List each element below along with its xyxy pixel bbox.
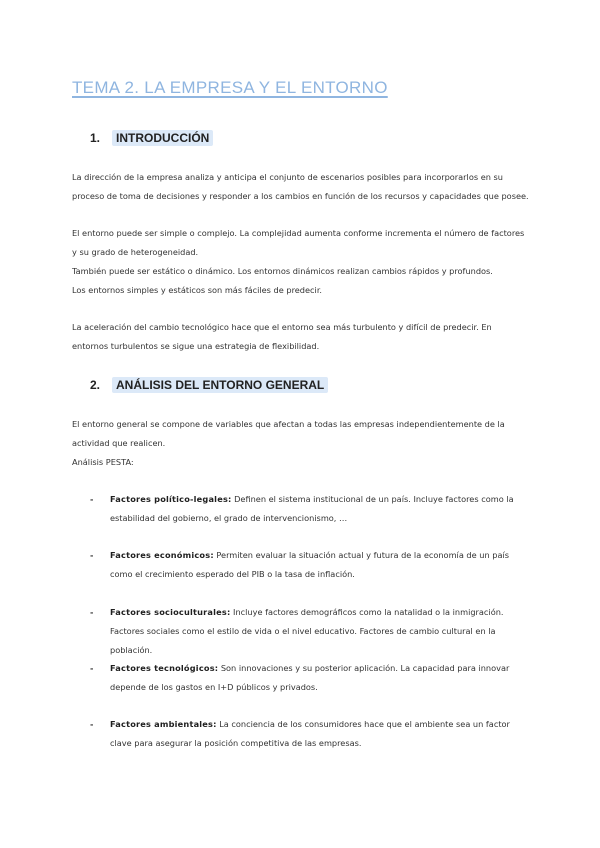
list-item	[90, 659, 530, 697]
section-number: 1.	[90, 131, 101, 145]
list-item-content	[110, 603, 530, 660]
factor-description: Definen el sistema institucional de un país. Incluye factores como la estabilidad del gobierno, el grado de intervencionismo, …	[110, 494, 514, 523]
document-title: TEMA 2. LA EMPRESA Y EL ENTORNO	[72, 78, 388, 97]
list-item-content	[110, 659, 530, 697]
list-item	[90, 546, 530, 584]
list-item-content	[110, 546, 530, 584]
section-title: ANÁLISIS DEL ENTORNO GENERAL	[112, 377, 328, 393]
list-item	[90, 603, 530, 660]
section-title: INTRODUCCIÓN	[112, 130, 213, 146]
factor-description: La conciencia de los consumidores hace que el ambiente sea un factor clave para asegurar la posición competitiva de las empresas.	[110, 719, 510, 748]
paragraph: El entorno general se compone de variables que afectan a todas las empresas independientemente de la actividad que realicen.	[72, 419, 505, 448]
bullet-dash: -	[90, 719, 94, 729]
paragraph: Análisis PESTA:	[72, 457, 134, 467]
list-item	[90, 715, 530, 753]
factor-description: Son innovaciones y su posterior aplicación. La capacidad para innovar depende de los gastos en I+D públicos y privados.	[110, 663, 510, 692]
bullet-dash: -	[90, 607, 94, 617]
bullet-dash: -	[90, 494, 94, 504]
factor-term: Factores económicos:	[110, 550, 214, 560]
list-item-content	[110, 715, 530, 753]
factor-term: Factores ambientales:	[110, 719, 217, 729]
paragraph: También puede ser estático o dinámico. Los entornos dinámicos realizan cambios rápidos y profundos.	[72, 266, 493, 276]
list-item	[90, 490, 530, 528]
paragraph: La aceleración del cambio tecnológico hace que el entorno sea más turbulento y difícil de predecir. En entornos turbulentos se sigue una estrategia de flexibilidad.	[72, 322, 492, 351]
list-item-content	[110, 490, 530, 528]
factor-description: Incluye factores demográficos como la natalidad o la inmigración. Factores sociales como el estilo de vida o el nivel educativo. Factores de cambio cultural en la población.	[110, 607, 504, 655]
section-heading-analisis-entorno-general	[90, 377, 328, 393]
factor-term: Factores tecnológicos:	[110, 663, 219, 673]
section-number: 2.	[90, 378, 101, 392]
paragraph: Los entornos simples y estáticos son más fáciles de predecir.	[72, 285, 323, 295]
factor-term: Factores político-legales:	[110, 494, 232, 504]
paragraph: El entorno puede ser simple o complejo. La complejidad aumenta conforme incrementa el número de factores y su grado de heterogeneidad.	[72, 228, 525, 257]
factor-term: Factores socioculturales:	[110, 607, 231, 617]
bullet-dash: -	[90, 663, 94, 673]
bullet-dash: -	[90, 550, 94, 560]
section-heading-introduccion	[90, 130, 213, 146]
factor-description: Permiten evaluar la situación actual y futura de la economía de un país como el crecimiento esperado del PIB o la tasa de inflación.	[110, 550, 510, 579]
paragraph: La dirección de la empresa analiza y anticipa el conjunto de escenarios posibles para incorporarlos en su proceso de toma de decisiones y responder a los cambios en función de los recursos y capacidades que posee.	[72, 172, 529, 201]
